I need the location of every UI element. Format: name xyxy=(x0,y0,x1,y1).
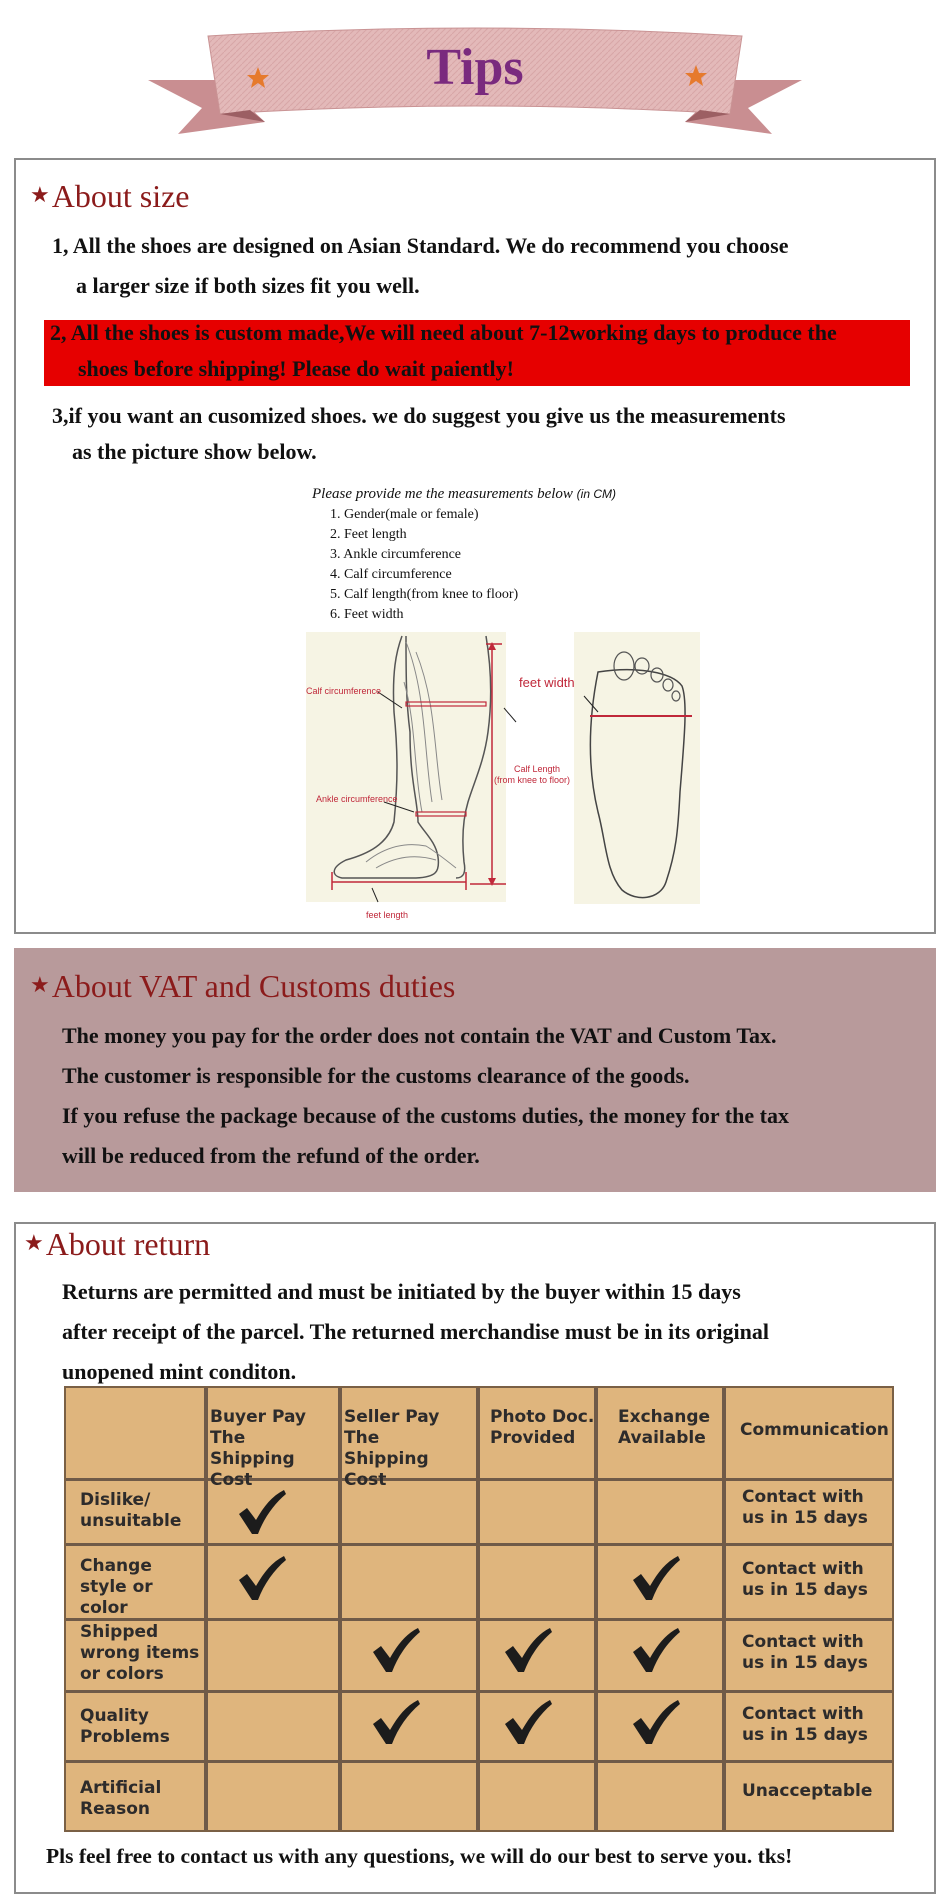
return-line: unopened mint conditon. xyxy=(62,1359,297,1384)
measurement-item: 3. Ankle circumference xyxy=(330,547,461,562)
check-mark-icon xyxy=(236,1554,288,1602)
vat-line: The money you pay for the order does not contain the VAT and Custom Tax. xyxy=(62,1023,777,1048)
measurements-title: Please provide me the measurements below (in CM) xyxy=(312,486,616,502)
communication-cell: Contact with us in 15 days xyxy=(742,1632,868,1673)
return-line: after receipt of the parcel. The returned merchandise must be in its original xyxy=(62,1319,769,1344)
row-label-wrong-items: Shipped wrong items or colors xyxy=(80,1622,200,1684)
calf-length-label: Calf Length xyxy=(514,764,561,774)
size-item-2-line-2: shoes before shipping! Please do wait paiently! xyxy=(78,356,514,381)
measurement-item: 4. Calf circumference xyxy=(330,567,452,582)
size-item-3-line-2: as the picture show below. xyxy=(72,439,317,464)
measurement-item: 2. Feet length xyxy=(330,527,407,542)
size-item-3-line-1: 3,if you want an cusomized shoes. we do suggest you give us the measurements xyxy=(52,403,786,428)
vat-line: will be reduced from the refund of the order. xyxy=(62,1143,480,1168)
calf-circumference-label: Calf circumference xyxy=(306,686,382,696)
measurement-item: 6. Feet width xyxy=(330,607,404,622)
star-icon: ★ xyxy=(24,1230,44,1255)
row-label-artificial: Artificial Reason xyxy=(80,1778,162,1819)
calf-length-sub-label: (from knee to floor) xyxy=(494,775,571,785)
feet-length-label: feet length xyxy=(366,910,409,920)
return-line: Returns are permitted and must be initiated by the buyer within 15 days xyxy=(62,1279,741,1304)
check-mark-icon xyxy=(236,1488,288,1536)
communication-cell: Contact with us in 15 days xyxy=(742,1487,868,1528)
about-size-heading: ★About size xyxy=(30,178,190,214)
footer-note: Pls feel free to contact us with any questions, we will do our best to serve you. tks! xyxy=(46,1844,793,1868)
ankle-circumference-label: Ankle circumference xyxy=(316,794,398,804)
communication-cell: Contact with us in 15 days xyxy=(742,1559,868,1600)
row-label-dislike: Dislike/ unsuitable xyxy=(80,1490,182,1531)
star-icon: ★ xyxy=(30,182,50,207)
header-communication: Communication xyxy=(740,1420,889,1440)
measurement-item: 1. Gender(male or female) xyxy=(330,507,479,522)
check-mark-icon xyxy=(502,1698,554,1746)
leg-measurement-diagram xyxy=(306,632,706,922)
check-mark-icon xyxy=(630,1554,682,1602)
check-mark-icon xyxy=(630,1698,682,1746)
star-icon: ★ xyxy=(30,972,50,997)
check-mark-icon xyxy=(370,1626,422,1674)
size-item-1-line-2: a larger size if both sizes fit you well. xyxy=(76,273,420,298)
about-vat-heading: ★About VAT and Customs duties xyxy=(30,968,456,1004)
measurement-item: 5. Calf length(from knee to floor) xyxy=(330,587,519,602)
about-return-heading: ★About return xyxy=(24,1226,211,1262)
check-mark-icon xyxy=(370,1698,422,1746)
vat-line: If you refuse the package because of the customs duties, the money for the tax xyxy=(62,1103,789,1128)
feet-width-label: feet width xyxy=(519,675,575,690)
size-item-1-line-1: 1, All the shoes are designed on Asian Standard. We do recommend you choose xyxy=(52,233,789,258)
header-buyer-pay: Buyer Pay The Shipping Cost xyxy=(210,1407,307,1490)
check-mark-icon xyxy=(502,1626,554,1674)
size-item-2-line-1: 2, All the shoes is custom made,We will need about 7-12working days to produce the xyxy=(50,320,837,345)
row-label-quality: Quality Problems xyxy=(80,1706,170,1747)
banner-title: Tips xyxy=(426,39,524,96)
communication-cell: Unacceptable xyxy=(742,1781,873,1801)
communication-cell: Contact with us in 15 days xyxy=(742,1704,868,1745)
vat-line: The customer is responsible for the customs clearance of the goods. xyxy=(62,1063,690,1088)
check-mark-icon xyxy=(630,1626,682,1674)
header-seller-pay: Seller Pay The Shipping Cost xyxy=(344,1407,440,1490)
header-exchange: Exchange Available xyxy=(618,1407,711,1448)
header-photo-doc: Photo Doc. Provided xyxy=(490,1407,595,1448)
row-label-change-style: Change style or color xyxy=(80,1556,153,1618)
